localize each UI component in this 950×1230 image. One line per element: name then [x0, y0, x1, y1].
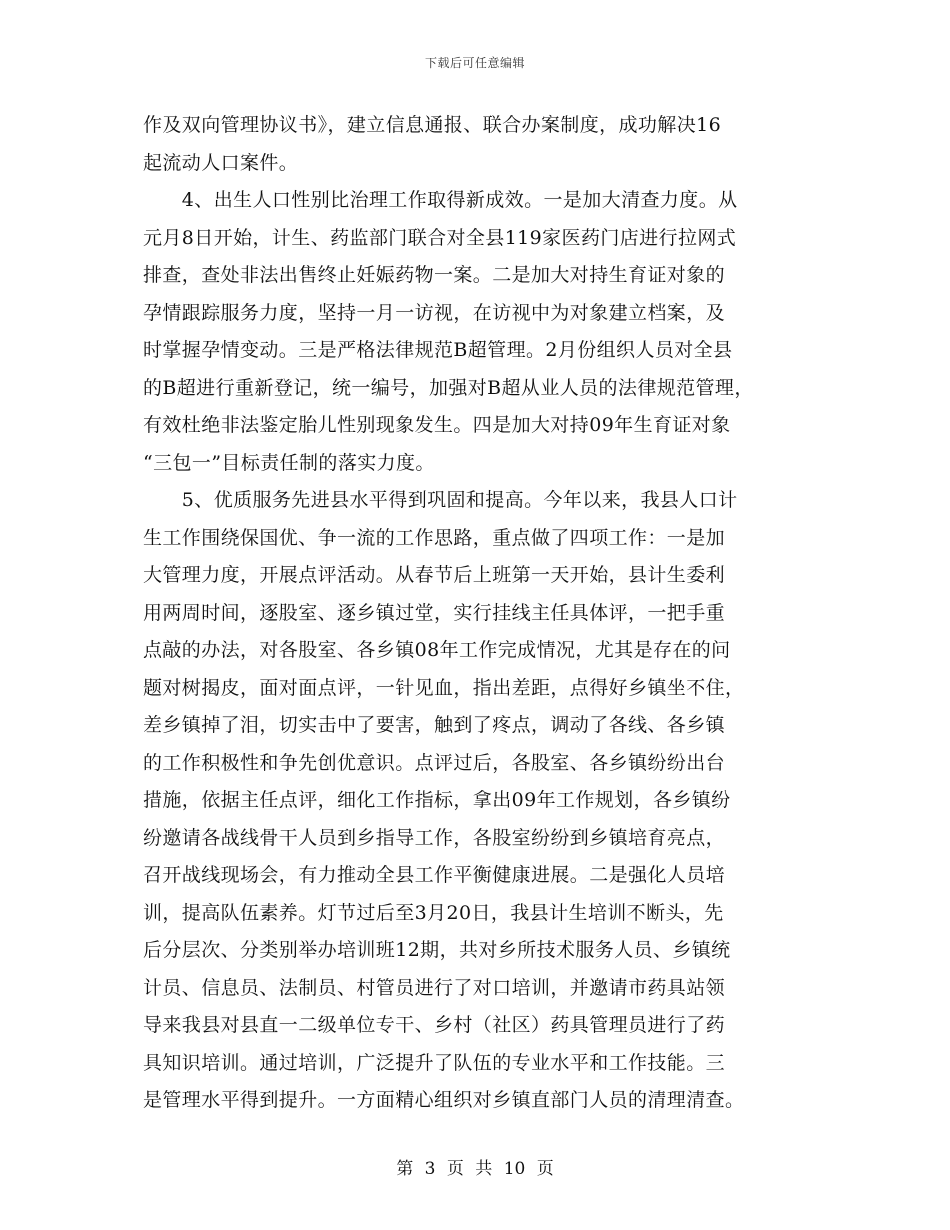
page-footer: 第 3 页 共 10 页	[396, 1159, 554, 1179]
text-line: 孕情跟踪服务力度，坚持一月一访视，在访视中为对象建立档案，及	[143, 301, 726, 324]
text-line: 具知识培训。通过培训，广泛提升了队伍的专业水平和工作技能。三	[143, 1051, 726, 1074]
text-line: 差乡镇掉了泪，切实击中了要害，触到了疼点，调动了各线、各乡镇	[143, 714, 726, 736]
text-line: 排查，查处非法出售终止妊娠药物一案。二是加大对持生育证对象的	[143, 264, 726, 286]
text-line: 训，提高队伍素养。灯节过后至3月20日，我县计生培训不断头，先	[143, 901, 724, 924]
text-line: 计员、信息员、法制员、村管员进行了对口培训，并邀请市药具站领	[143, 976, 726, 999]
text-line: 大管理力度，开展点评活动。从春节后上班第一天开始，县计生委利	[143, 564, 726, 586]
text-line: 是管理水平得到提升。一方面精心组织对乡镇直部门人员的清理清查。	[143, 1089, 745, 1111]
text-line: 用两周时间，逐股室、逐乡镇过堂，实行挂线主任具体评，一把手重	[143, 601, 726, 624]
text-line: 导来我县对县直一二级单位专干、乡村（社区）药具管理员进行了药	[143, 1014, 726, 1036]
text-line: “三包一”目标责任制的落实力度。	[143, 451, 435, 474]
text-line: 的B超进行重新登记，统一编号，加强对B超从业人员的法律规范管理，	[143, 376, 754, 399]
text-line: 5、优质服务先进县水平得到巩固和提高。今年以来，我县人口计	[143, 489, 738, 511]
text-line: 召开战线现场会，有力推动全县工作平衡健康进展。二是强化人员培	[143, 864, 726, 886]
text-line: 4、出生人口性别比治理工作取得新成效。一是加大清查力度。从	[143, 189, 738, 211]
text-line: 纷邀请各战线骨干人员到乡指导工作，各股室纷纷到乡镇培育亮点，	[143, 826, 726, 849]
page-header: 下载后可任意编辑	[424, 56, 525, 70]
text-line: 作及双向管理协议书》，建立信息通报、联合办案制度，成功解决16	[143, 114, 722, 136]
text-line: 生工作围绕保国优、争一流的工作思路，重点做了四项工作：一是加	[143, 526, 726, 549]
text-line: 起流动人口案件。	[143, 151, 299, 174]
text-line: 的工作积极性和争先创优意识。点评过后，各股室、各乡镇纷纷出台	[143, 751, 726, 774]
text-line: 题对树揭皮，面对面点评，一针见血，指出差距，点得好乡镇坐不住，	[143, 676, 745, 699]
text-line: 元月8日开始，计生、药监部门联合对全县119家医药门店进行拉网式	[143, 226, 737, 249]
text-line: 有效杜绝非法鉴定胎儿性别现象发生。四是加大对持09年生育证对象	[143, 414, 731, 436]
text-line: 后分层次、分类别举办培训班12期，共对乡所技术服务人员、乡镇统	[143, 939, 731, 961]
document-body	[143, 107, 813, 1120]
text-line: 措施，依据主任点评，细化工作指标，拿出09年工作规划，各乡镇纷	[143, 789, 731, 811]
text-line: 时掌握孕情变动。三是严格法律规范B超管理。2月份组织人员对全县	[143, 339, 733, 361]
text-line: 点敲的办法，对各股室、各乡镇08年工作完成情况，尤其是存在的问	[143, 639, 731, 661]
